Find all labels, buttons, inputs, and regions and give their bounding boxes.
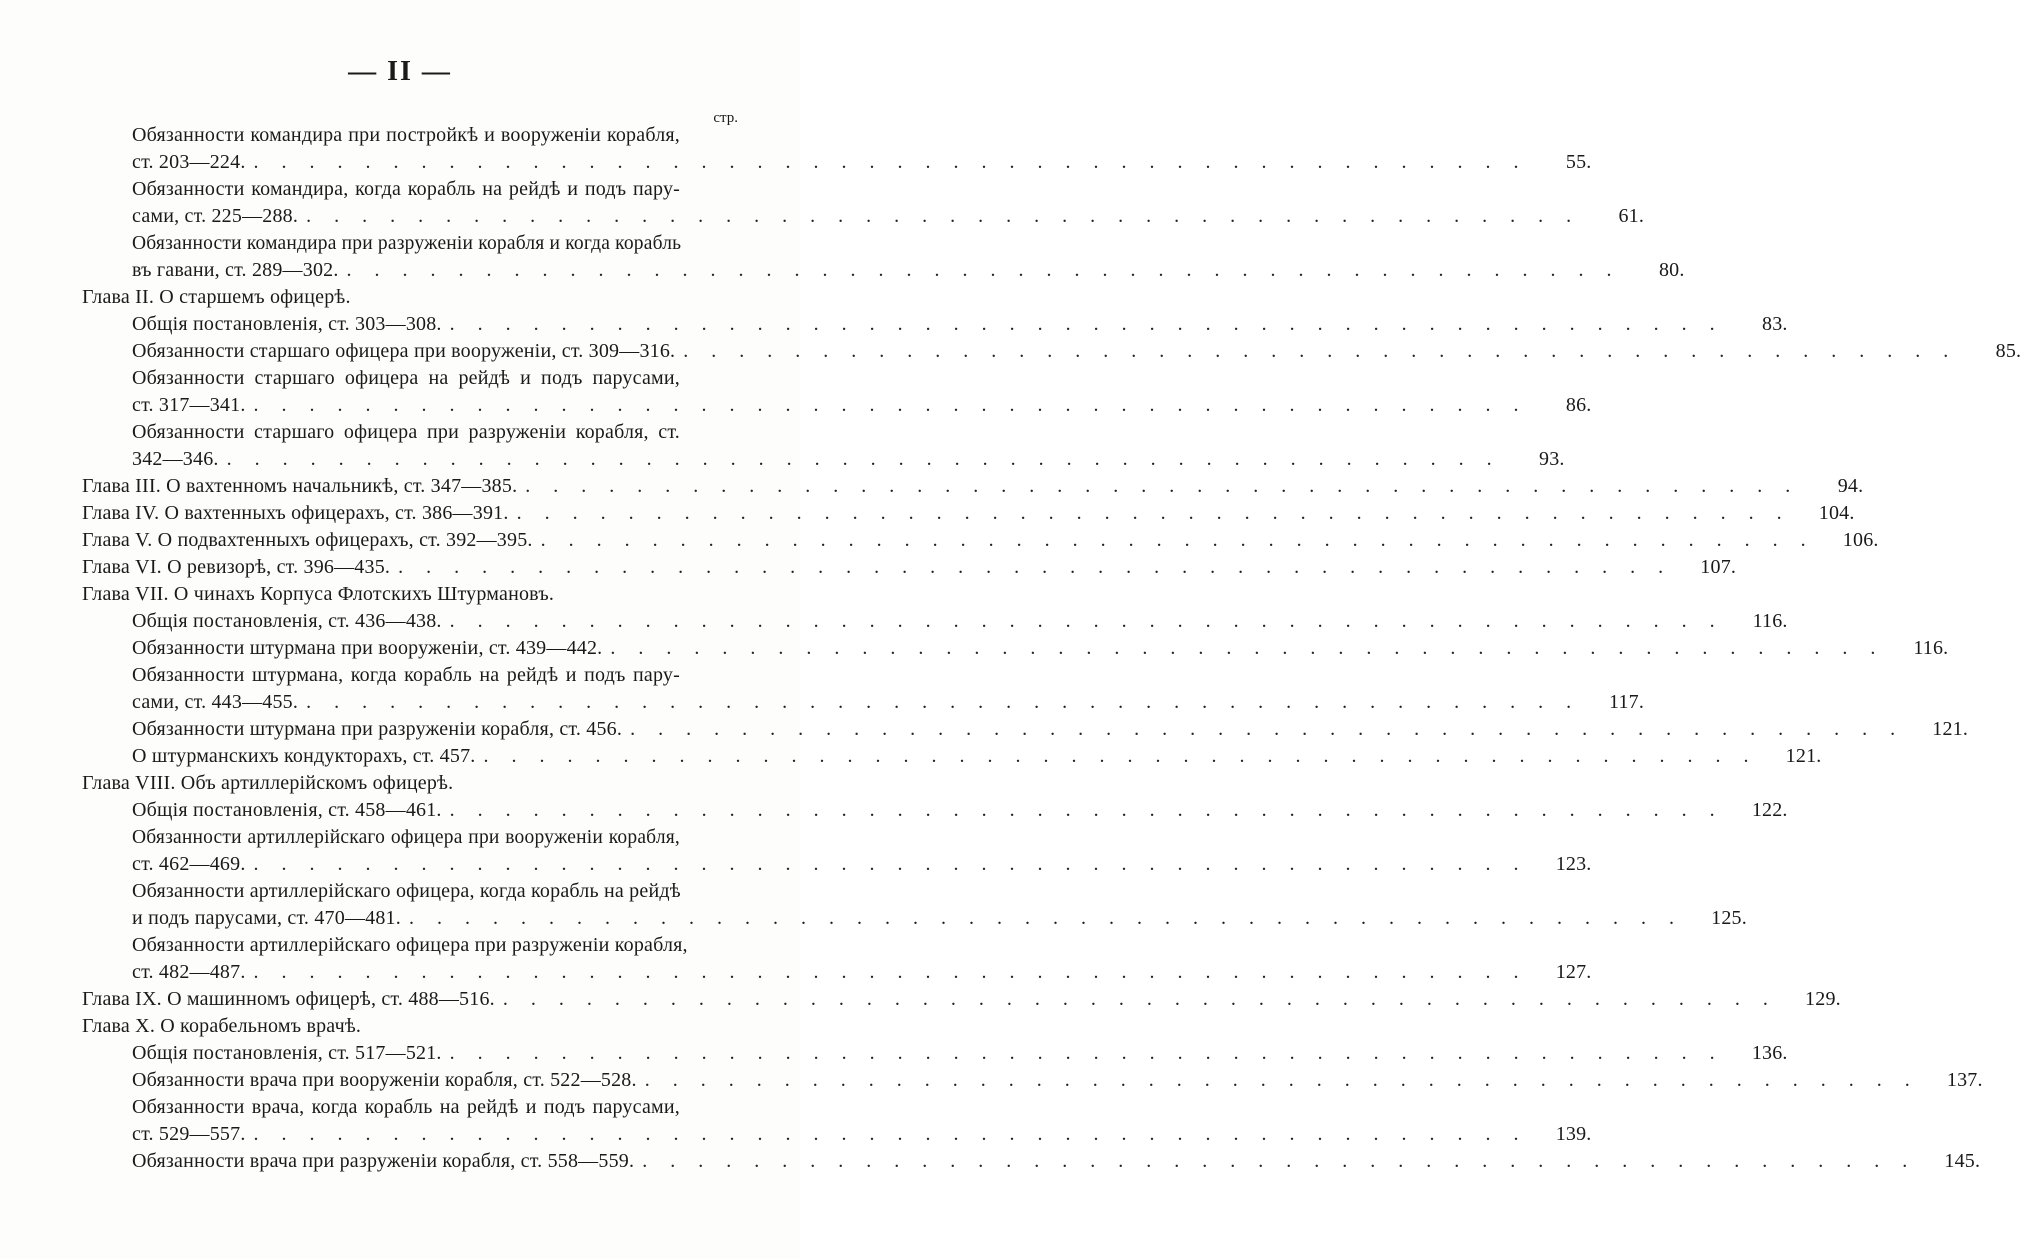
- toc-page-number: 136.: [1751, 1042, 1788, 1064]
- toc-entry-final-line: [0, 392, 1592, 419]
- dot-leader: . . . . . . . . . . . . . . . . . . . . . . . . . . . . . . . . . . . . . . . . . . . . . .: [642, 1150, 1917, 1172]
- toc-page-number: 93.: [1539, 448, 1565, 470]
- toc-entry-final-line: [0, 689, 1645, 716]
- toc-entry-final-line: [0, 1148, 1981, 1175]
- dot-leader: . . . . . . . . . . . . . . . . . . . . . . . . . . . . . . . . . . . . . . . . . . . . . .: [253, 151, 1528, 173]
- toc-page-number: 107.: [1700, 556, 1737, 578]
- toc-page-number: 116.: [1913, 637, 1949, 659]
- toc-page-number: 104.: [1818, 502, 1855, 524]
- toc-page-number: 55.: [1565, 151, 1592, 173]
- toc-section-entry: [0, 1094, 1592, 1148]
- dot-leader: . . . . . . . . . . . . . . . . . . . . . . . . . . . . . . . . . . . . . . . . . . . . . .: [253, 394, 1528, 416]
- toc-entry-text: и подъ парусами, ст. 470—481.: [132, 907, 401, 929]
- toc-page-number: 86.: [1565, 394, 1592, 416]
- toc-entry-line: Обязанности врача, когда корабль на рейдѣ и подъ парусами,: [132, 1096, 680, 1118]
- toc-page-number: 129.: [1805, 988, 1841, 1010]
- toc-chapter-entry: [0, 986, 1841, 1013]
- dot-leader: . . . . . . . . . . . . . . . . . . . . . . . . . . . . . . . . . . . . . . . . . . . . . .: [449, 799, 1724, 821]
- toc-section-entry: [0, 230, 1685, 284]
- toc-section-entry: [0, 311, 1788, 338]
- toc-page-number: 106.: [1842, 529, 1879, 551]
- toc-entry-text: сами, ст. 225—288.: [132, 205, 299, 227]
- page-column-header: стр.: [713, 110, 738, 126]
- toc-section-entry: [0, 1067, 1983, 1094]
- toc-section-entry: [0, 608, 1788, 635]
- toc-entry-final-line: [0, 797, 1788, 824]
- toc-entry-final-line: [0, 743, 1822, 770]
- toc-entry-text: Глава IV. О вахтенныхъ офицерахъ, ст. 386—391.: [82, 502, 509, 524]
- table-of-contents: [0, 122, 2021, 1175]
- toc-entry-text: въ гавани, ст. 289—302.: [132, 259, 339, 281]
- toc-chapter-entry: [0, 1013, 800, 1040]
- toc-entry-final-line: [0, 716, 1969, 743]
- toc-page-number: 145.: [1944, 1150, 1981, 1172]
- toc-section-entry: [0, 338, 2021, 365]
- toc-entry-text: Глава II. О старшемъ офицерѣ.: [82, 286, 351, 308]
- toc-page-number: 117.: [1609, 691, 1645, 713]
- toc-section-entry: [0, 797, 1788, 824]
- toc-chapter-entry: [0, 527, 1879, 554]
- toc-section-entry: [0, 1040, 1788, 1067]
- toc-section-entry: [0, 824, 1592, 878]
- toc-entry-text: Общія постановленія, ст. 436—438.: [132, 610, 442, 632]
- toc-page-number: 139.: [1555, 1123, 1592, 1145]
- toc-entry-line: Обязанности старшаго офицера на рейдѣ и подъ парусами,: [132, 367, 680, 389]
- toc-page-number: 122.: [1751, 799, 1788, 821]
- toc-entry-final-line: [0, 1013, 800, 1040]
- toc-section-entry: [0, 122, 1592, 176]
- dot-leader: . . . . . . . . . . . . . . . . . . . . . . . . . . . . . . . . . . . . . . . . . . . . . .: [525, 475, 1800, 497]
- toc-entry-text: О штурманскихъ кондукторахъ, ст. 457.: [132, 745, 476, 767]
- toc-entry-final-line: [0, 905, 1747, 932]
- toc-entry-line: Обязанности командира при разруженіи корабля и когда корабль: [132, 233, 682, 254]
- toc-entry-text: Общія постановленія, ст. 517—521.: [132, 1042, 442, 1064]
- toc-page-number: 61.: [1618, 205, 1645, 227]
- toc-entry-text: ст. 529—557.: [132, 1123, 246, 1145]
- toc-entry-line: Обязанности командира при постройкѣ и вооруженіи корабля,: [132, 124, 680, 146]
- toc-page-number: 80.: [1658, 259, 1685, 281]
- toc-entry-final-line: [0, 149, 1592, 176]
- toc-page-number: 123.: [1555, 853, 1592, 875]
- toc-entry-final-line: [0, 338, 2021, 365]
- toc-page-number: 121.: [1785, 745, 1822, 767]
- dot-leader: . . . . . . . . . . . . . . . . . . . . . . . . . . . . . . . . . . . . . . . . . . . . . .: [408, 907, 1683, 929]
- dot-leader: . . . . . . . . . . . . . . . . . . . . . . . . . . . . . . . . . . . . . . . . . . . . . .: [306, 205, 1581, 227]
- toc-section-entry: [0, 176, 1645, 230]
- toc-page-number: 125.: [1711, 907, 1747, 929]
- toc-entry-text: ст. 482—487.: [132, 961, 246, 983]
- dot-leader: . . . . . . . . . . . . . . . . . . . . . . . . . . . . . . . . . . . . . . . . . . . . . .: [398, 556, 1673, 578]
- dot-leader: . . . . . . . . . . . . . . . . . . . . . . . . . . . . . . . . . . . . . . . . . . . . . .: [253, 961, 1528, 983]
- toc-page-number: 83.: [1762, 313, 1788, 335]
- toc-entry-text: Глава VII. О чинахъ Корпуса Флотскихъ Штурмановъ.: [82, 583, 555, 605]
- toc-chapter-entry: [0, 581, 800, 608]
- toc-section-entry: [0, 932, 1592, 986]
- toc-entry-text: Обязанности штурмана при разруженіи корабля, ст. 456.: [132, 718, 623, 740]
- toc-section-entry: [0, 878, 1747, 932]
- toc-entry-final-line: [0, 473, 1864, 500]
- toc-page-number: 116.: [1752, 610, 1788, 632]
- toc-page-number: 85.: [1995, 340, 2021, 362]
- toc-entry-final-line: [0, 1040, 1788, 1067]
- toc-entry-line: Обязанности артиллерійскаго офицера, когда корабль на рейдѣ: [132, 880, 681, 902]
- toc-entry-line: Обязанности штурмана, когда корабль на рейдѣ и подъ пару-: [132, 664, 680, 686]
- toc-entry-text: Глава VIII. Объ артиллерійскомъ офицерѣ.: [82, 772, 454, 794]
- dot-leader: . . . . . . . . . . . . . . . . . . . . . . . . . . . . . . . . . . . . . . . . . . . . . .: [540, 529, 1815, 551]
- toc-section-entry: [0, 1148, 1981, 1175]
- toc-entry-final-line: [0, 959, 1592, 986]
- dot-leader: . . . . . . . . . . . . . . . . . . . . . . . . . . . . . . . . . . . . . . . . . . . . . .: [449, 1042, 1724, 1064]
- toc-entry-line: Обязанности артиллерійскаго офицера при вооруженіи корабля,: [132, 827, 680, 848]
- toc-page-number: 137.: [1946, 1069, 1983, 1091]
- toc-entry-text: Обязанности штурмана при вооруженіи, ст. 439—442.: [132, 637, 603, 659]
- toc-entry-text: ст. 203—224.: [132, 151, 246, 173]
- toc-entry-final-line: [0, 527, 1879, 554]
- dot-leader: . . . . . . . . . . . . . . . . . . . . . . . . . . . . . . . . . . . . . . . . . . . . . .: [630, 718, 1905, 740]
- dot-leader: . . . . . . . . . . . . . . . . . . . . . . . . . . . . . . . . . . . . . . . . . . . . . .: [644, 1069, 1919, 1091]
- toc-entry-text: Глава X. О корабельномъ врачѣ.: [82, 1015, 362, 1037]
- dot-leader: . . . . . . . . . . . . . . . . . . . . . . . . . . . . . . . . . . . . . . . . . . . . . .: [306, 691, 1581, 713]
- toc-entry-line: Обязанности командира, когда корабль на рейдѣ и подъ пару-: [132, 178, 680, 200]
- toc-entry-text: Глава IX. О машинномъ офицерѣ, ст. 488—516.: [82, 988, 495, 1010]
- dot-leader: . . . . . . . . . . . . . . . . . . . . . . . . . . . . . . . . . . . . . . . . . . . . . .: [483, 745, 1758, 767]
- toc-section-entry: [0, 743, 1822, 770]
- dot-leader: . . . . . . . . . . . . . . . . . . . . . . . . . . . . . . . . . . . . . . . . . . . . . .: [683, 340, 1958, 362]
- toc-entry-text: Общія постановленія, ст. 303—308.: [132, 313, 442, 335]
- toc-entry-text: ст. 462—469.: [132, 853, 246, 875]
- toc-section-entry: [0, 635, 1949, 662]
- toc-entry-text: ст. 317—341.: [132, 394, 246, 416]
- dot-leader: . . . . . . . . . . . . . . . . . . . . . . . . . . . . . . . . . . . . . . . . . . . . . .: [226, 448, 1501, 470]
- dot-leader: . . . . . . . . . . . . . . . . . . . . . . . . . . . . . . . . . . . . . . . . . . . . . .: [253, 1123, 1528, 1145]
- toc-entry-final-line: [0, 311, 1788, 338]
- toc-chapter-entry: [0, 554, 1737, 581]
- toc-chapter-entry: [0, 500, 1855, 527]
- toc-entry-text: Обязанности врача при вооруженіи корабля, ст. 522—528.: [132, 1069, 637, 1091]
- toc-chapter-entry: [0, 284, 800, 311]
- toc-entry-final-line: [0, 581, 800, 608]
- toc-entry-text: Общія постановленія, ст. 458—461.: [132, 799, 442, 821]
- toc-entry-final-line: [0, 608, 1788, 635]
- toc-page-number: 127.: [1555, 961, 1592, 983]
- toc-entry-final-line: [0, 554, 1737, 581]
- toc-entry-text: Обязанности врача при разруженіи корабля, ст. 558—559.: [132, 1150, 635, 1172]
- toc-chapter-entry: [0, 770, 800, 797]
- dot-leader: . . . . . . . . . . . . . . . . . . . . . . . . . . . . . . . . . . . . . . . . . . . . . .: [516, 502, 1791, 524]
- toc-entry-final-line: [0, 770, 800, 797]
- toc-entry-text: сами, ст. 443—455.: [132, 691, 299, 713]
- toc-page-number: 94.: [1837, 475, 1864, 497]
- running-head: — II —: [348, 56, 452, 87]
- toc-entry-final-line: [0, 986, 1841, 1013]
- dot-leader: . . . . . . . . . . . . . . . . . . . . . . . . . . . . . . . . . . . . . . . . . . . . . .: [253, 853, 1528, 875]
- toc-entry-final-line: [0, 257, 1685, 284]
- toc-entry-text: Глава VI. О ревизорѣ, ст. 396—435.: [82, 556, 391, 578]
- toc-entry-final-line: [0, 284, 800, 311]
- toc-entry-text: 342—346.: [132, 448, 219, 470]
- toc-entry-final-line: [0, 203, 1645, 230]
- toc-entry-final-line: [0, 446, 1565, 473]
- toc-entry-final-line: [0, 500, 1855, 527]
- toc-entry-text: Обязанности старшаго офицера при вооруженіи, ст. 309—316.: [132, 340, 676, 362]
- dot-leader: . . . . . . . . . . . . . . . . . . . . . . . . . . . . . . . . . . . . . . . . . . . . . .: [502, 988, 1777, 1010]
- toc-page-number: 121.: [1932, 718, 1969, 740]
- toc-entry-text: Глава III. О вахтенномъ начальникѣ, ст. 347—385.: [82, 475, 518, 497]
- toc-section-entry: [0, 716, 1969, 743]
- toc-section-entry: [0, 365, 1592, 419]
- toc-entry-final-line: [0, 1121, 1592, 1148]
- dot-leader: . . . . . . . . . . . . . . . . . . . . . . . . . . . . . . . . . . . . . . . . . . . . . .: [610, 637, 1885, 659]
- dot-leader: . . . . . . . . . . . . . . . . . . . . . . . . . . . . . . . . . . . . . . . . . . . . . .: [346, 259, 1621, 281]
- toc-section-entry: [0, 419, 1565, 473]
- toc-section-entry: [0, 662, 1645, 716]
- toc-entry-text: Глава V. О подвахтенныхъ офицерахъ, ст. 392—395.: [82, 529, 533, 551]
- toc-entry-line: Обязанности старшаго офицера при разруженіи корабля, ст.: [132, 421, 680, 443]
- dot-leader: . . . . . . . . . . . . . . . . . . . . . . . . . . . . . . . . . . . . . . . . . . . . . .: [449, 313, 1724, 335]
- toc-entry-final-line: [0, 635, 1949, 662]
- dot-leader: . . . . . . . . . . . . . . . . . . . . . . . . . . . . . . . . . . . . . . . . . . . . . .: [449, 610, 1724, 632]
- toc-entry-line: Обязанности артиллерійскаго офицера при разруженіи корабля,: [132, 934, 688, 956]
- toc-chapter-entry: [0, 473, 1864, 500]
- toc-entry-final-line: [0, 1067, 1983, 1094]
- toc-entry-final-line: [0, 851, 1592, 878]
